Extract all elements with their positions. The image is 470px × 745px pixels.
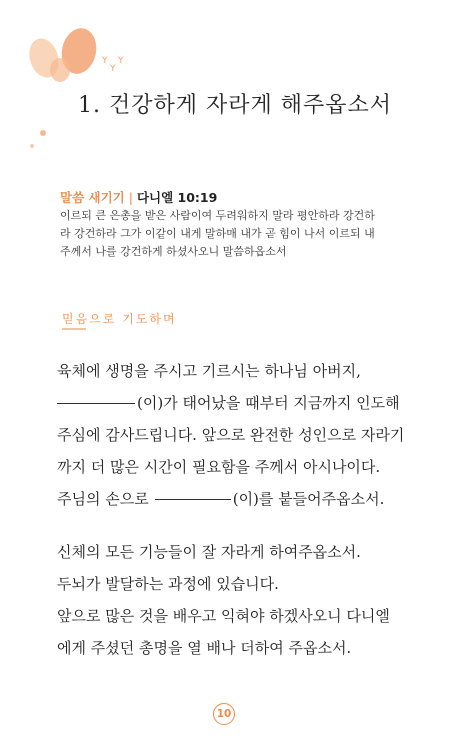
sprout-icon: Y [102, 56, 108, 66]
prayer-line [57, 387, 427, 419]
verse-line: 이르되 큰 은총을 받은 사람이여 두려워하지 말라 평안하라 강건하 [60, 209, 375, 222]
prayer-heading-underline [62, 328, 86, 330]
prayer-line: 앞으로 많은 것을 배우고 익혀야 하겠사오니 다니엘 [57, 607, 390, 625]
prayer-line: 에게 주셨던 총명을 열 배나 더하여 주옵소서. [57, 639, 352, 657]
page-number: 10 [213, 703, 235, 725]
verse-line: 주께서 나를 강건하게 하셨사오니 말씀하옵소서 [60, 245, 287, 258]
prayer-line-text: (이)를 붙들어주옵소서. [232, 490, 385, 508]
name-blank-field[interactable] [57, 402, 135, 404]
prayer-line: 두뇌가 발달하는 과정에 있습니다. [57, 575, 279, 593]
prayer-line: 육체에 생명을 주시고 기르시는 하나님 아버지, [57, 362, 361, 380]
verse-label: 말씀 새기기 [60, 190, 125, 205]
verse-reference: 다니엘 10:19 [136, 190, 218, 205]
prayer-line-text: (이)가 태어났을 때부터 지금까지 인도해 [137, 394, 400, 412]
sprout-icon: Y [110, 64, 116, 74]
prayer-paragraph-2 [57, 536, 427, 664]
prayer-line: 신체의 모든 기능들이 잘 자라게 하여주옵소서. [57, 543, 361, 561]
prayer-paragraph-1 [57, 355, 427, 515]
verse-separator: | [128, 190, 133, 205]
prayer-line [57, 483, 427, 515]
watercolor-tree-decoration [50, 58, 70, 82]
page-title: 1. 건강하게 자라게 해주옵소서 [78, 93, 392, 118]
verse-line: 라 강건하라 그가 이같이 내게 말하매 내가 곧 힘이 나서 이르되 내 [60, 227, 375, 240]
prayer-line: 주심에 감사드립니다. 앞으로 완전한 성인으로 자라기 [57, 426, 405, 444]
prayer-line: 까지 더 많은 시간이 필요함을 주께서 아시나이다. [57, 458, 381, 476]
sprout-icon: Y [118, 56, 124, 66]
name-blank-field[interactable] [155, 498, 231, 500]
prayer-line-text: 주님의 손으로 [57, 490, 149, 508]
watercolor-dot-decoration [40, 130, 46, 136]
watercolor-dot-decoration [30, 144, 34, 148]
prayer-heading: 믿음으로 기도하며 [62, 312, 177, 326]
verse-text [60, 207, 416, 261]
verse-header [60, 188, 217, 206]
